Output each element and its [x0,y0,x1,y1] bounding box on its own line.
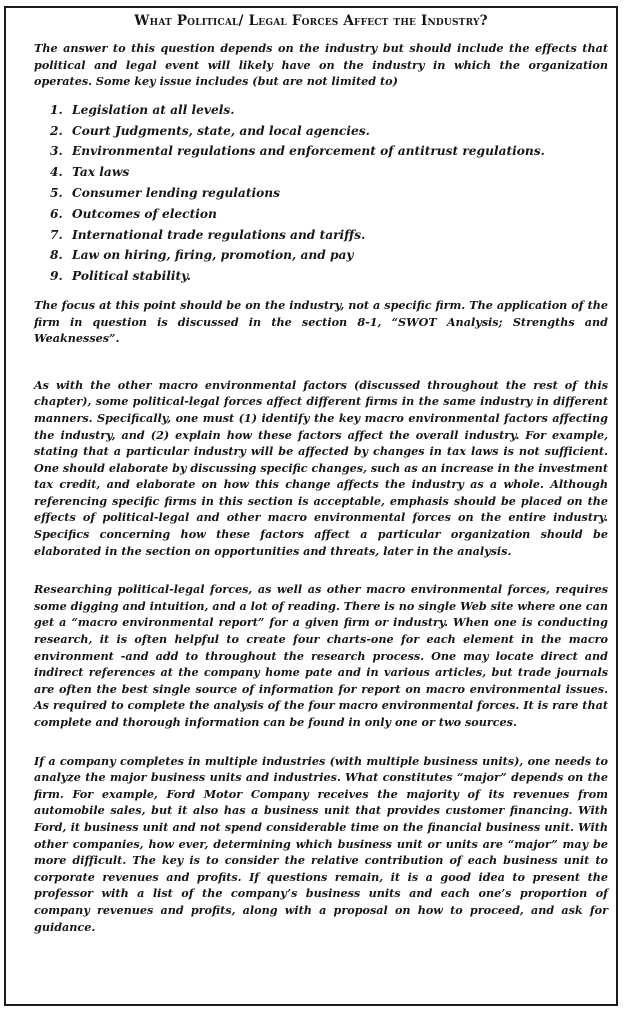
list-item-number: 3. [50,144,63,159]
multiple-industries-paragraph: If a company completes in multiple industries (with multiple business units), one needs to analyze the major business units and industries. What constitutes “major” depends on the firm. For example, Ford Motor Company receives the majority of its revenues from automobile sales, but it also has a business unit that provides customer financing. With Ford, it business unit and not spend considerable time on the financial business unit. With other companies, how ever, determining which business unit or units are “major” may be more difficult. The key is to consider the relative contribution of each business unit to corporate revenues and profits. If questions remain, it is a good idea to present the professor with a list of the company’s business units and each one’s proportion of company revenues and profits, along with a proposal on how to proceed, and ask for guidance. [34,753,608,934]
list-item-number: 9. [50,269,63,284]
list-item-text: Law on hiring, firing, promotion, and pay [72,248,354,263]
list-item-text: Consumer lending regulations [72,185,280,200]
list-item-number: 8. [50,248,63,263]
focus-paragraph: The focus at this point should be on the industry, not a specific firm. The application of the firm in question is discussed in the section 8-1, “SWOT Analysis; Strengths and Weaknesses”. [34,297,608,346]
list-item-number: 4. [50,165,63,180]
document-title: What Political/ Legal Forces Affect the Industry? [134,13,488,29]
list-item-text: Political stability. [72,269,192,284]
list-item-text: Tax laws [72,165,130,180]
key-issues-list [34,100,608,287]
list-item-number: 7. [50,227,63,242]
list-item [34,162,608,183]
research-paragraph: Researching political-legal forces, as well as other macro environmental forces, requires some digging and intuition, and a lot of reading. There is no single Web site where one can get a “macro environmental report” for a given firm or industry. When one is conducting research, it is often helpful to create four charts-one for each element in the macro environment -and add to throughout the research process. One may locate direct and indirect references at the company home pate and in various articles, but trade journals are often the best single source of information for report on macro environmental issues. As required to complete the analysis of the four macro environmental forces. It is rare that complete and thorough information can be found in only one or two sources. [34,582,608,730]
list-item [34,266,608,287]
list-item [34,121,608,142]
list-item [34,245,608,266]
list-item-text: Court Judgments, state, and local agencies. [72,123,370,138]
list-item [34,183,608,204]
macro-environmental-paragraph: As with the other macro environmental factors (discussed throughout the rest of this chapter), some political-legal forces affect different firms in the same industry in different manners. Specifically, one must (1) identify the key macro environmental factors affecting the industry, and (2) explain how these factors affect the overall industry. For example, stating that a particular industry will be affected by changes in tax laws is not sufficient. One should elaborate by discussing specific changes, such as an increase in the investment tax credit, and elaborate on how this change affects the industry as a whole. Although referencing specific firms in this section is acceptable, emphasis should be placed on the effects of political-legal and other macro environmental forces on the entire industry. Specifics concerning how these factors affect a particular organization should be elaborated in the section on opportunities and threats, later in the analysis. [34,377,608,558]
list-item [34,204,608,225]
list-item-text: International trade regulations and tariffs. [72,227,366,242]
list-item-text: Outcomes of election [72,206,217,221]
list-item-number: 6. [50,206,63,221]
list-item [34,141,608,162]
list-item-text: Environmental regulations and enforcement of antitrust regulations. [72,144,545,159]
list-item-text: Legislation at all levels. [72,102,235,117]
list-item [34,100,608,121]
list-item [34,225,608,246]
intro-paragraph: The answer to this question depends on the industry but should include the effects that political and legal event will likely have on the industry in which the organization operates. Some key issue includes (but are not limited to) [34,41,608,89]
list-item-number: 1. [50,102,63,117]
document-body [34,40,608,935]
list-item-number: 5. [50,185,63,200]
list-item-number: 2. [50,123,63,138]
